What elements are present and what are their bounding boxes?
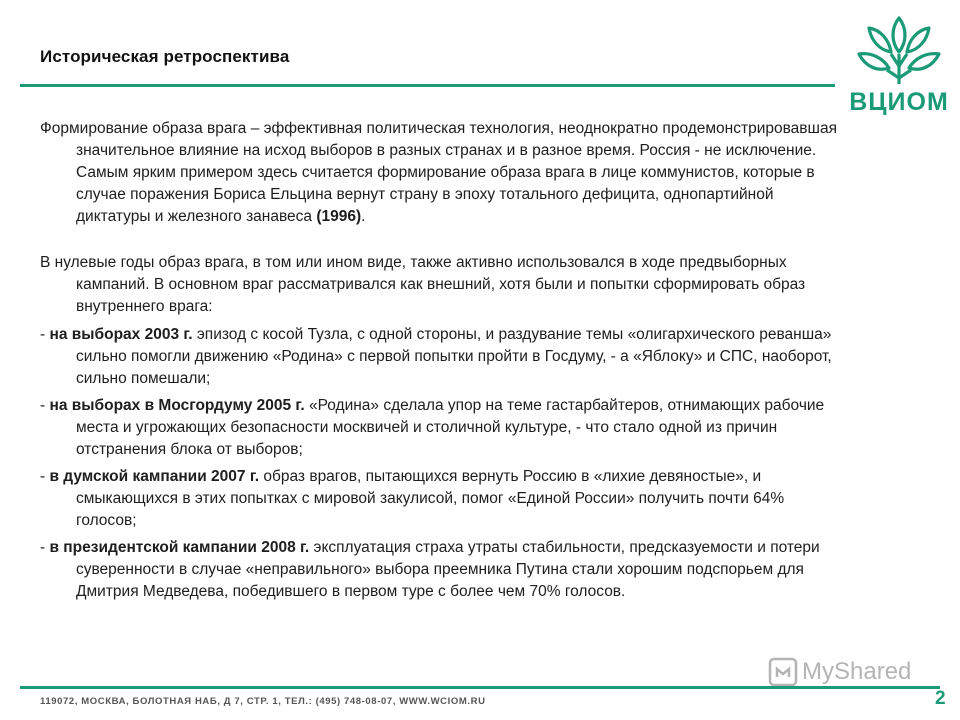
list-item-dash: -: [40, 397, 50, 414]
list-item: [40, 395, 840, 461]
list-item-text: эпизод с косой Тузла, с одной стороны, и раздувание темы «олигархического реванша» сильно помогли движению «Родина» с первой попытки пройти в Госдуму, - а «Яблоку» и СПС, наоборот, сильно помешали;: [76, 326, 832, 387]
main-content: [40, 118, 840, 608]
list-item-bold: в президентской кампании 2008 г.: [49, 539, 310, 556]
list-item: [40, 324, 840, 390]
list-item-text: образ врагов, пытающихся вернуть Россию в «лихие девяностые», и смыкающихся в этих попытках с мировой закулисой, помог «Единой России» получить почти 64% голосов;: [76, 468, 785, 529]
footer-address: 119072, МОСКВА, БОЛОТНАЯ НАБ, Д 7, СТР. 1, ТЕЛ.: (495) 748-08-07, WWW.WCIOM.RU: [40, 696, 486, 707]
list-item: [40, 537, 840, 603]
list-item-dash: -: [40, 539, 50, 556]
paragraph-intro-end: .: [361, 208, 366, 225]
list-item: [40, 466, 840, 532]
watermark-text: MyShared: [802, 658, 912, 685]
paragraph-2000s: В нулевые годы образ врага, в том или ином виде, также активно использовался в ходе предвыборных кампаний. В основном враг рассматривался как внешний, хотя были и попытки сформировать образ внутреннего врага:: [40, 254, 806, 315]
list-item-dash: -: [40, 326, 50, 343]
paragraph-intro-year: (1996): [316, 208, 362, 225]
list-item-text: эксплуатация страха утраты стабильности, предсказуемости и потери суверенности в случае «неправильного» выбора преемника Путина стали хорошим подспорьем для Дмитрия Медведева, победившего в первом туре с более чем 70% голосов.: [76, 539, 820, 600]
myshared-logo-icon: [768, 657, 798, 687]
list-item-text: «Родина» сделала упор на теме гастарбайтеров, отнимающих рабочие места и угрожающих безопасности москвичей и столичной культуре, - что стало одной из причин отстранения блока от выборов;: [76, 397, 825, 458]
list-item-bold: на выборах в Мосгордуму 2005 г.: [49, 397, 305, 414]
list-item-bold: на выборах 2003 г.: [49, 326, 193, 343]
myshared-watermark[interactable]: [768, 657, 911, 687]
paragraph-intro: [40, 118, 840, 228]
paragraph-intro-text: Формирование образа врага – эффективная политическая технология, неоднократно продемонстрировавшая значительное влияние на исход выборов в разных странах и в разное время. Россия - не исключение. Самым ярким примером здесь считается формирование образа врага в лице коммунистов, которые в случае поражения Бориса Ельцина вернут страну в эпоху тотального дефицита, однопартийной диктатуры и железного занавеса: [40, 120, 837, 225]
list-item-dash: -: [40, 468, 50, 485]
page-title: Историческая ретроспектива: [40, 47, 290, 66]
footer-divider: [20, 686, 940, 689]
page-number: 2: [935, 688, 946, 709]
list-item-bold: в думской кампании 2007 г.: [49, 468, 260, 485]
logo-wordmark: ВЦИОМ: [849, 88, 949, 116]
header-divider: [20, 84, 835, 87]
